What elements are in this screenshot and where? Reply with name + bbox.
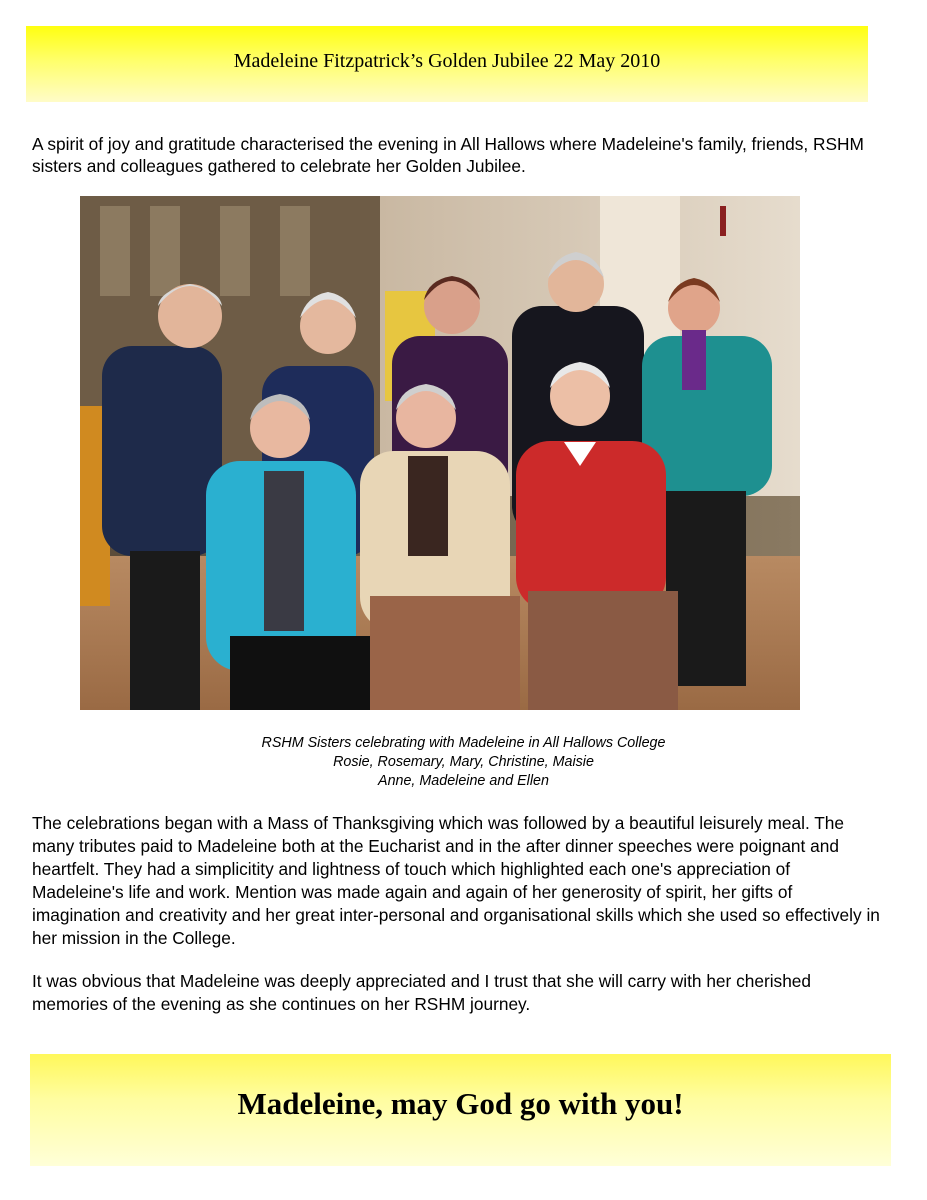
intro-paragraph: A spirit of joy and gratitude characterised the evening in All Hallows where Madeleine's family, friends, RSHM sisters and colleagues gathered to celebrate her Golden Jubilee. [32, 134, 864, 176]
celebration-paragraph: The celebrations began with a Mass of Thanksgiving which was followed by a beautiful leisurely meal. The many tributes paid to Madeleine both at the Eucharist and in the after dinner speeches were poignant and heartfelt. They had a simplicitity and lightness of touch which highlighted each one's appreciation of Madeleine's life and work. Mention was made again and again of her generosity of spirit, her gifts of imagination and creativity and her great inter-personal and organisational skills which she used so effectively in her mission in the College. [32, 813, 880, 948]
group-photo [80, 196, 800, 710]
header-banner [26, 26, 868, 102]
footer-banner [30, 1054, 891, 1166]
blessing-text: Madeleine, may God go with you! [237, 1086, 684, 1121]
caption-line: Anne, Madeleine and Ellen [378, 773, 549, 789]
caption-line: RSHM Sisters celebrating with Madeleine in All Hallows College [261, 735, 666, 751]
closing-paragraph: It was obvious that Madeleine was deeply appreciated and I trust that she will carry with her cherished memories of the evening as she continues on her RSHM journey. [32, 971, 812, 1014]
photo-caption [0, 734, 927, 791]
caption-line: Rosie, Rosemary, Mary, Christine, Maisie [333, 754, 594, 770]
page-title: Madeleine Fitzpatrick’s Golden Jubilee 22 May 2010 [233, 49, 661, 72]
